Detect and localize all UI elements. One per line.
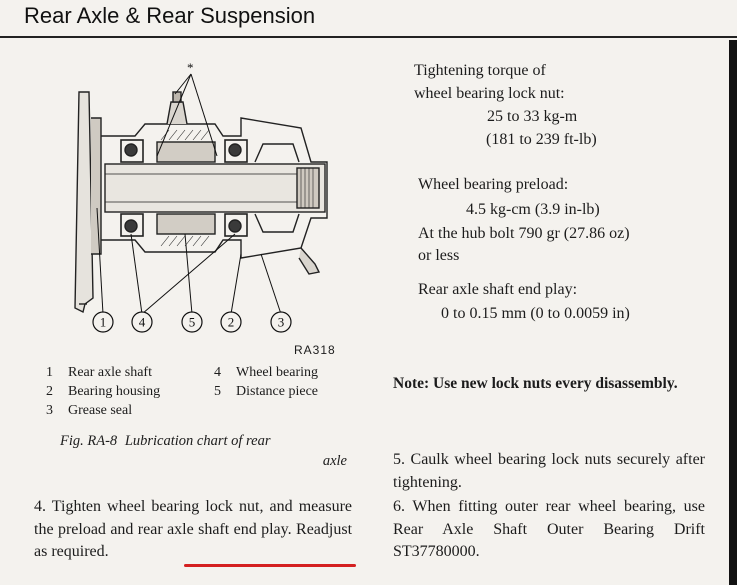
preload-value: 4.5 kg-cm (3.9 in-lb) <box>466 201 600 218</box>
wheel-bearing-inner-top <box>125 144 137 156</box>
torque-label: Tightening torque of <box>414 62 546 79</box>
callout-2: 2 <box>227 314 235 330</box>
callout-1: 1 <box>99 314 107 330</box>
endplay-label: Rear axle shaft end play: <box>418 281 578 298</box>
legend-item: 1 Rear axle shaft <box>46 365 152 380</box>
grease-seal <box>299 248 319 274</box>
callout-4: 4 <box>138 314 146 330</box>
callout-5: 5 <box>188 314 196 330</box>
torque-value: 25 to 33 kg-m <box>487 108 578 125</box>
step-4: 4. Tighten wheel bearing lock nut, and measure the preload and rear axle shaft end play. Readjust as required. <box>34 498 353 560</box>
figure-id: Fig. RA-8 <box>60 433 118 449</box>
legend-item: 2 Bearing housing <box>46 384 161 399</box>
endplay-value: 0 to 0.15 mm (0 to 0.0059 in) <box>441 305 630 322</box>
figure-code: RA318 <box>294 343 336 357</box>
step-4-emphasis: Readjust as required. <box>34 520 353 560</box>
distance-piece <box>157 142 215 162</box>
caption-text-end: axle <box>322 453 347 469</box>
legend-item: 4 Wheel bearing <box>214 365 319 380</box>
legend-item: 5 Distance piece <box>214 384 319 399</box>
torque-label: wheel bearing lock nut: <box>414 85 565 102</box>
red-underline-annotation <box>184 564 356 567</box>
rear-axle-shaft <box>105 164 325 212</box>
figure-caption <box>60 431 347 471</box>
page-header <box>0 0 737 38</box>
hub-bolt-spec: At the hub bolt 790 gr (27.86 oz) <box>418 225 630 242</box>
callout-3: 3 <box>277 314 285 330</box>
legend-item: 3 Grease seal <box>46 403 133 418</box>
caption-text: Lubrication chart of rear <box>124 433 271 449</box>
rear-axle-lubrication-diagram <box>65 58 365 358</box>
torque-value: (181 to 239 ft-lb) <box>486 131 597 148</box>
wheel-bearing-outer-top <box>229 144 241 156</box>
brake-backing-plate <box>75 92 93 312</box>
lock-nut <box>297 168 319 208</box>
page-edge-shadow <box>729 40 737 585</box>
hub-bolt-spec: or less <box>418 247 460 264</box>
step-5: 5. Caulk wheel bearing lock nuts securely after tightening. <box>393 451 705 491</box>
step-6: 6. When fitting outer rear wheel bearing, use Rear Axle Shaft Outer Bearing Drift ST37780000. <box>393 498 705 560</box>
lubrication-point-mark: * <box>187 60 194 75</box>
preload-label: Wheel bearing preload: <box>418 176 569 193</box>
note-lock-nuts: Note: Use new lock nuts every disassembly. <box>393 375 678 392</box>
section-title: Rear Axle & Rear Suspension <box>24 3 316 28</box>
